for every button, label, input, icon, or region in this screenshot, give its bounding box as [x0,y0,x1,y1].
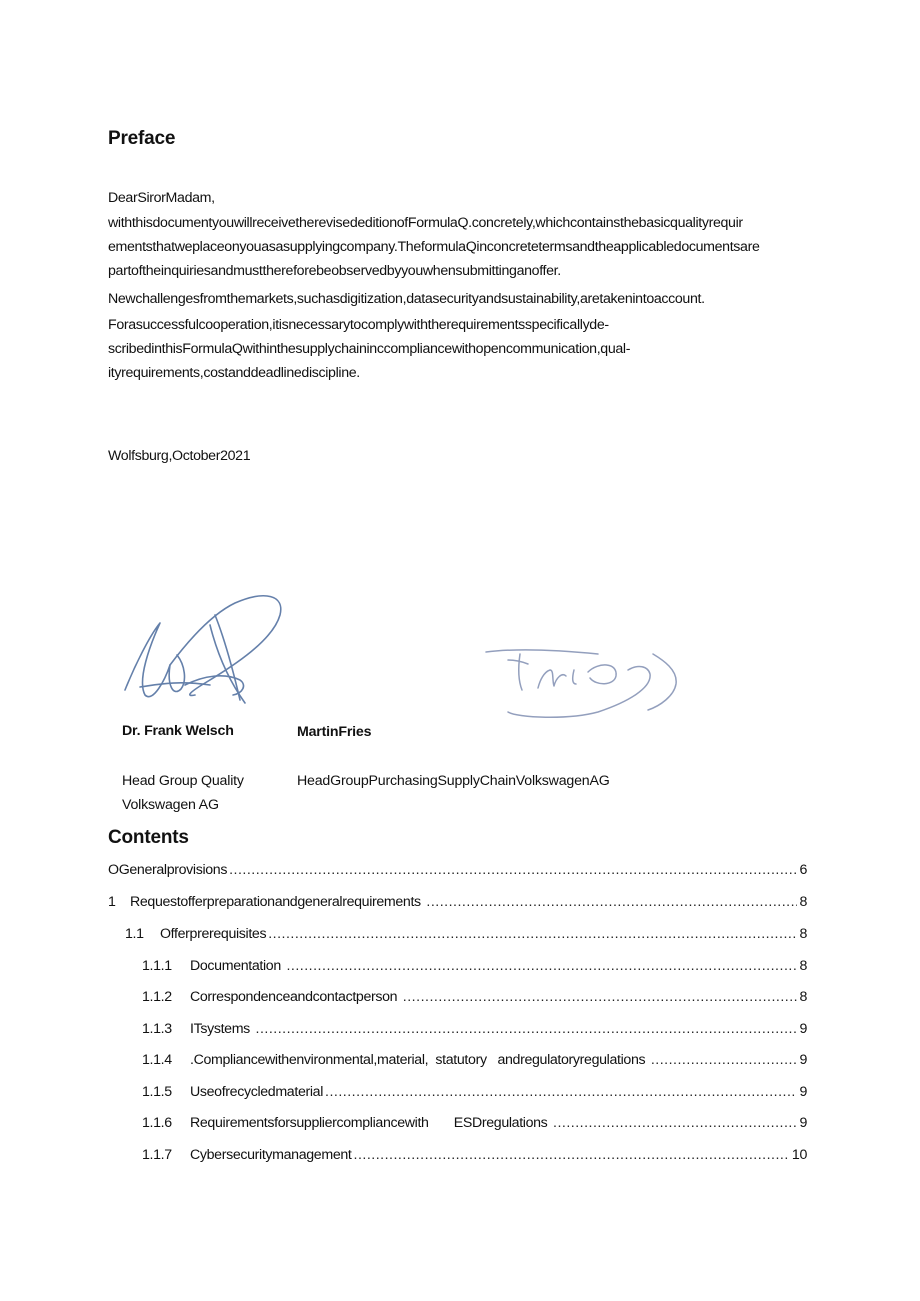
toc-entry[interactable] [142,1141,807,1163]
toc-leader [553,1115,797,1131]
toc-number: 1.1.5 [142,1084,172,1100]
paragraph-line: Forasuccessfulcooperation,itisnecessarytocomplywiththerequirementsspecificallyde- [108,317,609,333]
toc-entry[interactable] [142,1015,807,1037]
toc-leader [286,958,797,974]
paragraph-line: ityrequirements,costanddeadlinediscipline. [108,365,360,381]
paragraph-line: withthisdocumentyouwillreceivetherevisededitionofFormulaQ.concretely,whichcontainsthebasicqualityrequir [108,215,743,231]
toc-page: 9 [799,1052,807,1068]
toc-page: 9 [799,1115,807,1131]
toc-leader [268,926,797,942]
toc-leader [256,1021,798,1037]
toc-title: Documentation [190,958,285,974]
contents-heading: Contents [108,827,189,848]
toc-leader [651,1052,798,1068]
signature-fries [478,640,688,730]
toc-leader [403,989,798,1005]
toc-number: 1 [108,894,116,910]
toc-title: Requestofferpreparationandgeneralrequirements [130,894,425,910]
toc-title: Generalprovisions [118,862,228,878]
toc-entry[interactable] [125,920,807,942]
toc-entry[interactable] [142,1078,807,1100]
toc-page: 9 [799,1084,807,1100]
toc-number: 1.1.3 [142,1021,172,1037]
signer-title-welsch [122,769,244,817]
toc-title: Offerprerequisites [160,926,267,942]
toc-title: .Compliancewithenvironmental,material, statutory andregulatoryregulations [190,1052,649,1068]
greeting [108,186,878,210]
toc-number: 1.1.2 [142,989,172,1005]
paragraph-line: ementsthatweplaceonyouasasupplyingcompany.TheformulaQinconcretetermsandtheapplicabledocumentsare [108,239,760,255]
toc-page: 8 [799,958,807,974]
greeting-text: DearSirorMadam, [108,190,215,206]
signature-welsch [115,585,295,715]
toc-entry[interactable] [108,856,807,878]
toc-entry[interactable] [142,1109,807,1131]
toc-leader [426,894,797,910]
toc-number: 1.1.6 [142,1115,172,1131]
paragraph-line: partoftheinquiriesandmustthereforebeobservedbyyouwhensubmittinganoffer. [108,263,561,279]
toc-number: 1.1 [125,926,144,942]
toc-page: 10 [791,1147,807,1163]
toc-title: Requirementsforsuppliercompliancewith ESDregulations [190,1115,552,1131]
toc-leader [325,1084,797,1100]
toc-title: Cybersecuritymanagement [190,1147,352,1163]
signer-title-fries [297,769,610,793]
toc-page: 8 [799,894,807,910]
toc-page: 8 [799,989,807,1005]
paragraph-line: Newchallengesfromthemarkets,suchasdigitization,datasecurityandsustainability,aretakenintoaccount. [108,291,705,307]
signer-name-fries: MartinFries [297,724,372,740]
toc-number: 1.1.4 [142,1052,172,1068]
toc-title: ITsystems [190,1021,254,1037]
toc-page: 6 [799,862,807,878]
toc-entry[interactable] [108,888,807,910]
toc-leader [354,1147,790,1163]
signer-title-line: HeadGroupPurchasingSupplyChainVolkswagenAG [297,773,610,789]
preface-paragraph-1 [108,211,878,283]
toc-title: Correspondenceandcontactperson [190,989,401,1005]
signer-name-welsch: Dr. Frank Welsch [122,723,234,739]
toc-number: O [108,862,119,878]
toc-page: 9 [799,1021,807,1037]
preface-heading: Preface [108,128,176,149]
toc-title: Useofrecycledmaterial [190,1084,324,1100]
toc-number: 1.1.7 [142,1147,172,1163]
signer-title-line: Head Group Quality [122,773,244,789]
toc-page: 8 [799,926,807,942]
preface-paragraph-3 [108,313,878,385]
toc-entry[interactable] [142,983,807,1005]
paragraph-line: scribedinthisFormulaQwithinthesupplychaininccompliancewithopencommunication,qual- [108,341,631,357]
signer-title-line: Volkswagen AG [122,797,219,813]
preface-paragraph-2 [108,287,878,311]
place-date: Wolfsburg,October2021 [108,448,251,464]
toc-number: 1.1.1 [142,958,172,974]
toc-entry[interactable] [142,1046,807,1068]
toc-leader [229,862,797,878]
toc-entry[interactable] [142,952,807,974]
